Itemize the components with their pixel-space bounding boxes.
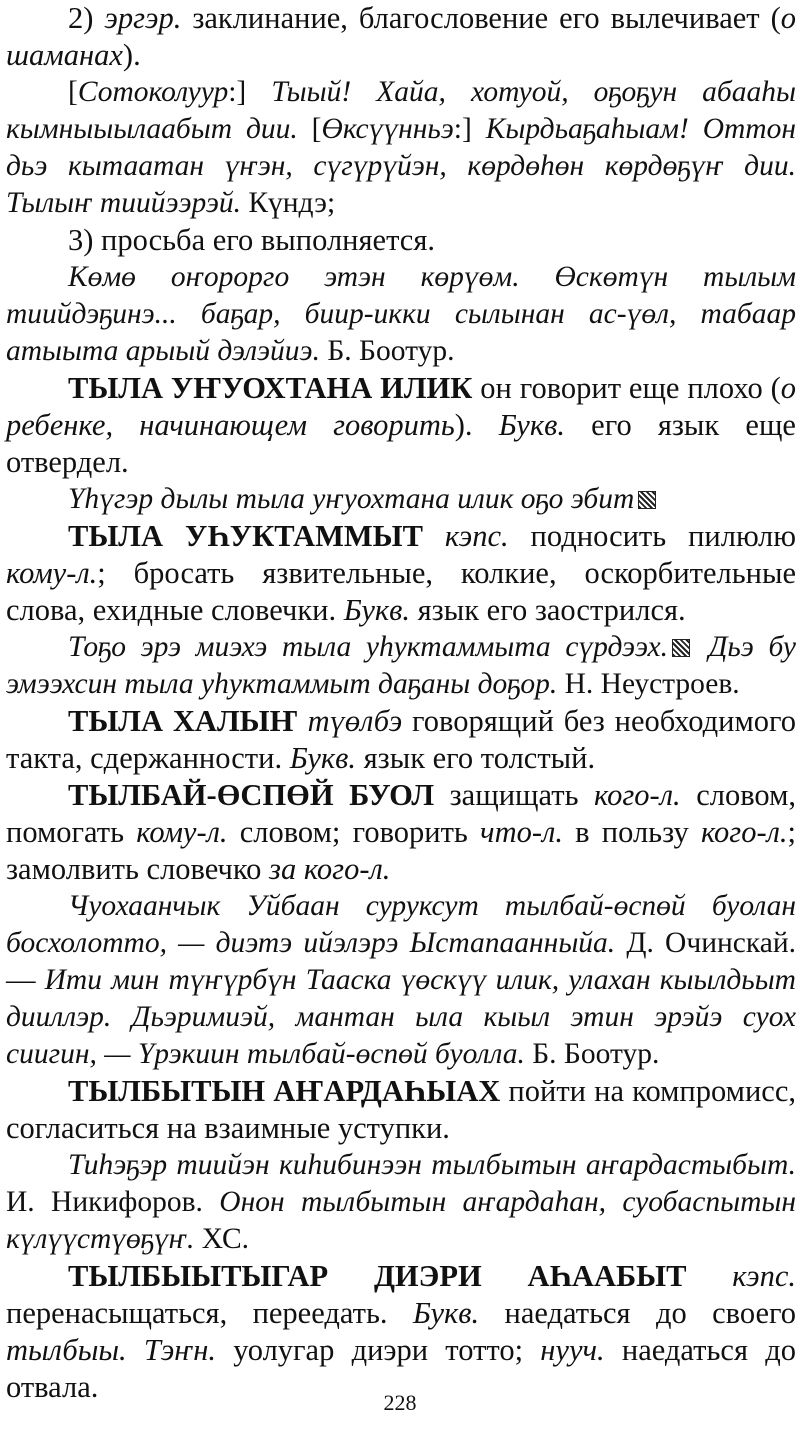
page-number: 228 [383, 1390, 417, 1415]
text: о шаманах [6, 1, 796, 72]
entry [6, 518, 796, 629]
hatched-square-icon [672, 639, 690, 657]
entry [6, 1258, 796, 1406]
text: нууч. [540, 1333, 605, 1367]
example [6, 629, 796, 703]
text: за кого-л. [269, 852, 391, 886]
text: Букв. [289, 741, 356, 775]
text: :] [228, 76, 272, 108]
text: говорящий без необходимого такта, сдержанности. [6, 704, 796, 775]
text: Сотоколуур [77, 76, 229, 108]
text: заклинание, благословение его вылечивает ( [181, 1, 781, 35]
text: Үһүгэр дылы тыла уҥуохтана илик оҕо эбит [68, 483, 635, 515]
example [6, 74, 796, 222]
example [6, 481, 796, 518]
text: наедаться до отвала. [6, 1333, 796, 1404]
entry-sense-3 [6, 222, 796, 259]
text: защищать [434, 778, 595, 812]
text: язык его заострился. [410, 593, 686, 627]
text: ; замолвить словечко [6, 815, 797, 886]
text: словом, помогать [6, 778, 796, 849]
entry-sense-2 [6, 0, 796, 74]
text: түөлбэ [297, 704, 403, 738]
text: Д. Очинскай. — [6, 927, 797, 996]
page-text [6, 0, 796, 1406]
text: его язык еще отвердел. [6, 408, 796, 479]
text: Тыый! Хайа, хотуой, оҕоҕун абааһы кымныыылаабыт дии. [6, 76, 796, 145]
text: [ [297, 113, 322, 145]
text: Онон тылбытын аҥардаһан, суобаспытын күлүүстүөҕүҥ. [6, 1186, 796, 1255]
text: Букв. [412, 1296, 480, 1330]
text: Дьэ бу эмээхсин тыла уһуктаммыт даҕаны доҕор. [6, 631, 796, 700]
text: Өксүүнньэ [321, 113, 454, 145]
text: он говорит еще плохо ( [472, 371, 781, 405]
text: кого-л. [700, 815, 788, 849]
text: кому-л. [136, 815, 228, 849]
entry [6, 703, 796, 777]
text: Букв. [343, 593, 411, 627]
text: кого-л. [594, 778, 681, 812]
text: уолугар диэри тотто; [216, 1333, 541, 1367]
text: Ити мин түҥүрбүн Тааска үөскүү илик, улахан кыылдьыт дииллэр. Дьэримиэй, мантан ыла кыыл этин эрэйэ суох сиигин, — Үрэкиин тылбай-өспөй буолла. [6, 964, 796, 1070]
text: в пользу [562, 815, 701, 849]
headword: ТЫЛА УҺУКТАММЫТ [68, 519, 423, 553]
text: :] [453, 113, 486, 145]
text: о ребенке, начинающем говорить [6, 371, 796, 442]
text: Көмө оҥорорго этэн көрүөм. Өскөтүн тылым тиийдэҕинэ... баҕар, биир-икки сылынан ас-үөл, табаар атыыта арыый дэлэйиэ. [6, 261, 796, 367]
text: [ [68, 76, 78, 108]
text: Б. Боотур. [524, 1038, 660, 1070]
entry [6, 370, 796, 481]
text: 3) просьба его выполняется. [68, 223, 435, 257]
text: пойти на компромисс, согласиться на взаимные уступки. [6, 1074, 796, 1145]
text: кэпс. [686, 1259, 796, 1293]
entry [6, 777, 796, 888]
text: словом; говорить [227, 815, 481, 849]
text: И. Никифоров. [6, 1186, 220, 1218]
headword: ТЫЛБЫТЫН АҤАРДАҺЫАХ [68, 1074, 501, 1108]
text: Кырдьаҕаһыам! Оттон дьэ кытаатан үҥэн, сүгүрүйэн, көрдөһөн көрдөҕүҥ дии. Тылыҥ тиийээрэй. [6, 113, 796, 219]
text: подносить пилюлю [508, 519, 796, 553]
text: перенасыщаться, переедать. [6, 1296, 413, 1330]
text: что-л. [480, 815, 563, 849]
text: Тоҕо эрэ миэхэ тыла уһуктаммыта сүрдээх. [68, 631, 668, 663]
entry [6, 1073, 796, 1147]
example [6, 1147, 796, 1258]
text: наедаться до своего [479, 1296, 796, 1330]
example [6, 259, 796, 370]
text: кому-л. [6, 556, 98, 590]
headword: ТЫЛБАЙ-ӨСПӨЙ БУОЛ [68, 778, 435, 812]
text: Н. Неустроев. [557, 668, 740, 700]
text: эргэр. [104, 1, 182, 35]
text: Тиһэҕэр тиийэн киһибинээн тылбытын аҥардастыбыт. [68, 1149, 796, 1181]
text: ). [454, 408, 499, 442]
headword: ТЫЛБЫЫТЫГАР ДИЭРИ АҺААБЫТ [68, 1259, 687, 1293]
text: Күндэ; [240, 187, 336, 219]
text: кэпс. [422, 519, 509, 553]
text: Букв. [498, 408, 565, 442]
text: ). [122, 38, 141, 72]
text: Чуохаанчык Уйбаан суруксут тылбай-өспөй буолан босхолотто, — диэтэ ийэлэрэ Ыстапаанныйа. [6, 890, 796, 959]
text: Б. Боотур. [319, 335, 455, 367]
headword: ТЫЛА УҤУОХТАНА ИЛИК [68, 371, 473, 405]
text: ХС. [194, 1223, 250, 1255]
text: ; бросать язвительные, колкие, оскорбительные слова, ехидные словечки. [6, 556, 796, 627]
example [6, 888, 796, 1073]
text: тылбыы. Тэҥн. [6, 1333, 216, 1367]
text: язык его толстый. [356, 741, 596, 775]
headword: ТЫЛА ХАЛЫҤ [68, 704, 298, 738]
hatched-square-icon [638, 491, 656, 509]
text: 2) [68, 1, 105, 35]
